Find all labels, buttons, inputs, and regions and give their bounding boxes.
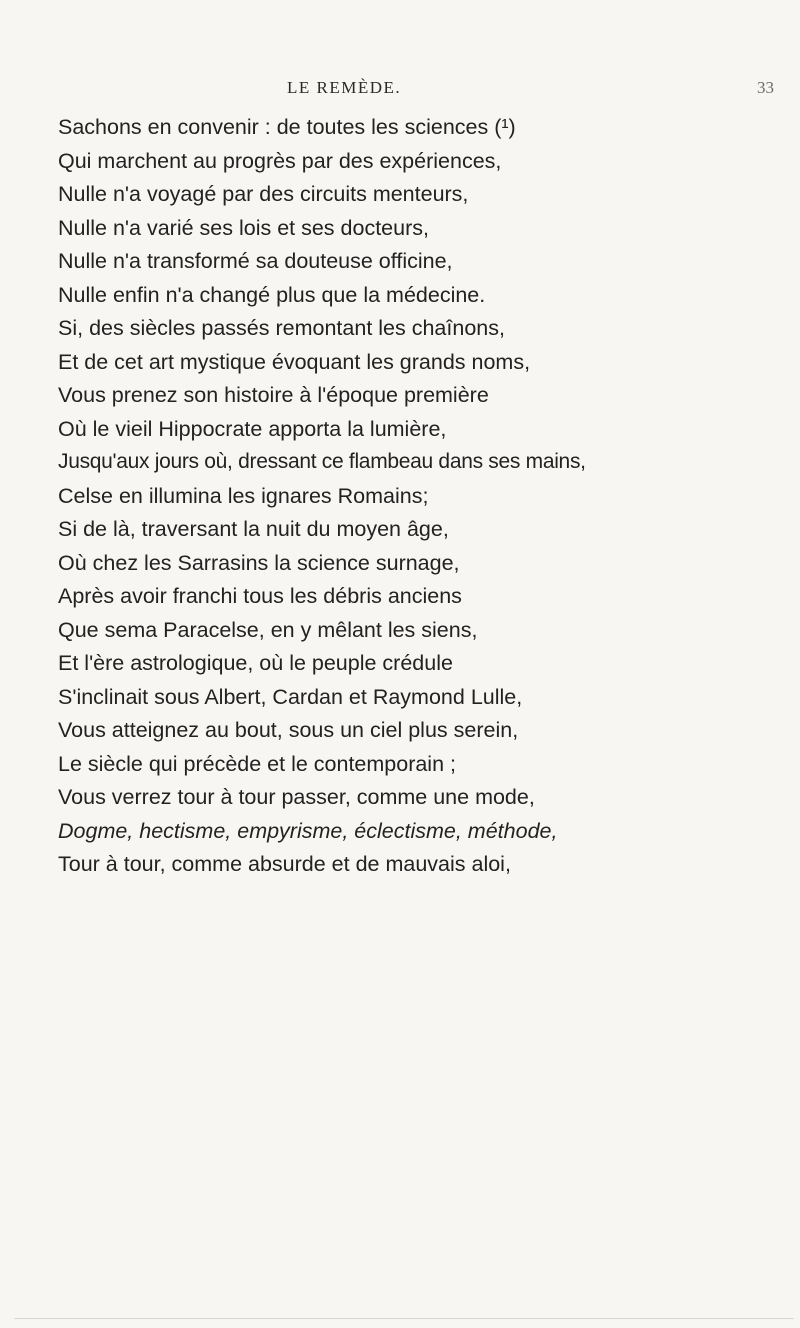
verse-line: Où le vieil Hippocrate apporta la lumière,	[58, 416, 447, 441]
running-title: LE REMÈDE.	[287, 78, 402, 97]
verse-line: Où chez les Sarrasins la science surnage,	[58, 550, 460, 575]
verse-line: Nulle n'a varié ses lois et ses docteurs,	[58, 215, 429, 240]
verse-line: Nulle n'a voyagé par des circuits menteurs,	[58, 182, 469, 206]
verse-line: Si, des siècles passés remontant les chaînons,	[58, 316, 505, 340]
verse-line: Et de cet art mystique évoquant les grands noms,	[58, 349, 531, 374]
verse-line: Tour à tour, comme absurde et de mauvais aloi,	[58, 852, 511, 876]
verse-line: Vous atteignez au bout, sous un ciel plus serein,	[58, 718, 519, 742]
verse-line: S'inclinait sous Albert, Cardan et Raymond Lulle,	[58, 684, 523, 709]
page-header	[0, 78, 800, 104]
verse-line: Que sema Paracelse, en y mêlant les siens,	[58, 617, 478, 642]
verse-line: Sachons en convenir : de toutes les sciences (¹)	[58, 115, 516, 139]
verse-line: Celse en illumina les ignares Romains;	[58, 483, 429, 508]
verse-line: Nulle n'a transformé sa douteuse officine,	[58, 249, 453, 273]
verse-line: Le siècle qui précède et le contemporain ;	[58, 751, 456, 776]
verse-line: Vous verrez tour à tour passer, comme une mode,	[58, 785, 535, 809]
verse-line: Vous prenez son histoire à l'époque première	[58, 383, 489, 407]
verse-line: Nulle enfin n'a changé plus que la médecine.	[58, 282, 486, 307]
verse-line-italic: Dogme, hectisme, empyrisme, éclectisme, méthode,	[58, 818, 558, 843]
verse-line: Qui marchent au progrès par des expériences,	[58, 148, 502, 173]
verse-line: Jusqu'aux jours où, dressant ce flambeau dans ses mains,	[58, 450, 586, 473]
page-number: 33	[757, 78, 774, 97]
verse-line: Si de là, traversant la nuit du moyen âge,	[58, 517, 449, 541]
verse-line: Après avoir franchi tous les débris anciens	[58, 584, 462, 608]
page-bottom-edge	[14, 1318, 794, 1319]
verse-line: Et l'ère astrologique, où le peuple crédule	[58, 651, 453, 675]
